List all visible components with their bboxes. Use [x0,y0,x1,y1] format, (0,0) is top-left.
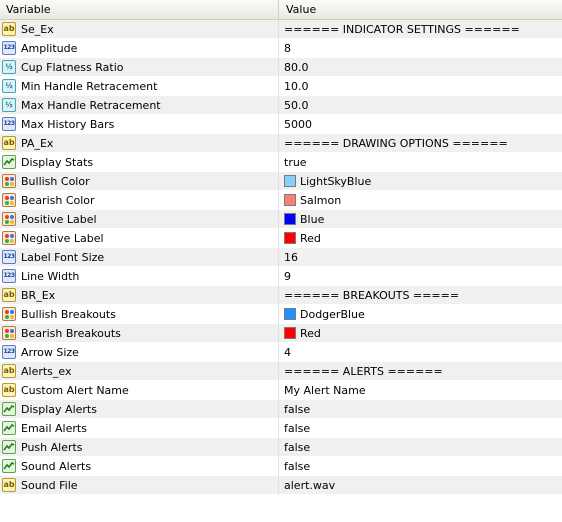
variable-cell[interactable] [0,438,279,457]
variable-label: Bullish Color [21,175,90,188]
table-row[interactable] [0,77,562,96]
variable-cell[interactable] [0,191,279,210]
variable-cell[interactable] [0,305,279,324]
value-cell[interactable] [280,286,562,305]
table-row[interactable] [0,438,562,457]
variable-label: PA_Ex [21,137,54,150]
string-type-icon: ab [2,478,16,492]
variable-label: Cup Flatness Ratio [21,61,124,74]
table-row[interactable] [0,324,562,343]
value-cell[interactable] [280,153,562,172]
boolean-type-icon [2,421,16,435]
table-row[interactable] [0,58,562,77]
color-swatch [284,194,296,206]
variable-cell[interactable] [0,153,279,172]
value-text: false [284,460,311,473]
double-type-icon: ½ [2,60,16,74]
value-text: ====== INDICATOR SETTINGS ====== [284,23,520,36]
variable-cell[interactable] [0,229,279,248]
variable-label: Min Handle Retracement [21,80,158,93]
table-row[interactable] [0,400,562,419]
variable-cell[interactable] [0,39,279,58]
table-row[interactable] [0,134,562,153]
color-type-icon [2,307,16,321]
value-text: false [284,441,311,454]
variable-label: Line Width [21,270,80,283]
integer-type-icon: 123 [2,345,16,359]
variable-label: Display Stats [21,156,94,169]
table-row[interactable] [0,267,562,286]
value-text: LightSkyBlue [300,175,372,188]
table-row[interactable] [0,172,562,191]
value-text: false [284,422,311,435]
table-row[interactable] [0,286,562,305]
variable-label: Arrow Size [21,346,79,359]
variable-cell[interactable] [0,248,279,267]
value-cell[interactable] [280,115,562,134]
value-text: 80.0 [284,61,309,74]
table-row[interactable] [0,457,562,476]
variable-label: Amplitude [21,42,78,55]
variable-label: Alerts_ex [21,365,72,378]
value-text: 16 [284,251,298,264]
value-text: DodgerBlue [300,308,365,321]
color-type-icon [2,326,16,340]
value-cell[interactable] [280,210,562,229]
value-text: alert.wav [284,479,336,492]
value-cell[interactable] [280,134,562,153]
variable-cell[interactable] [0,20,279,39]
variable-label: Display Alerts [21,403,97,416]
value-text: true [284,156,307,169]
value-text: ====== ALERTS ====== [284,365,443,378]
variable-label: Positive Label [21,213,97,226]
variable-cell[interactable] [0,115,279,134]
value-text: My Alert Name [284,384,366,397]
variable-cell[interactable] [0,210,279,229]
value-text: ====== BREAKOUTS ===== [284,289,460,302]
variable-cell[interactable] [0,58,279,77]
table-row[interactable] [0,210,562,229]
value-cell[interactable] [280,419,562,438]
color-swatch [284,213,296,225]
value-cell[interactable] [280,381,562,400]
variable-label: Bearish Breakouts [21,327,121,340]
string-type-icon: ab [2,383,16,397]
color-swatch [284,308,296,320]
variable-cell[interactable] [0,286,279,305]
value-cell[interactable] [280,172,562,191]
value-text: Red [300,232,321,245]
variable-cell[interactable] [0,77,279,96]
variable-cell[interactable] [0,267,279,286]
variable-cell[interactable] [0,419,279,438]
variable-cell[interactable] [0,457,279,476]
table-row[interactable] [0,115,562,134]
grid-rows [0,20,562,495]
value-cell[interactable] [280,39,562,58]
value-cell[interactable] [280,343,562,362]
table-row[interactable] [0,96,562,115]
table-row[interactable] [0,419,562,438]
variable-label: BR_Ex [21,289,56,302]
variable-label: Max History Bars [21,118,115,131]
color-type-icon [2,174,16,188]
value-cell[interactable] [280,58,562,77]
table-row[interactable] [0,191,562,210]
variable-cell[interactable] [0,343,279,362]
table-row[interactable] [0,229,562,248]
value-cell[interactable] [280,305,562,324]
value-text: Blue [300,213,325,226]
value-cell[interactable] [280,96,562,115]
string-type-icon: ab [2,136,16,150]
variable-label: Bearish Color [21,194,95,207]
color-swatch [284,175,296,187]
value-cell[interactable] [280,362,562,381]
table-row[interactable] [0,39,562,58]
string-type-icon: ab [2,364,16,378]
boolean-type-icon [2,440,16,454]
color-type-icon [2,231,16,245]
variable-cell[interactable] [0,134,279,153]
variable-label: Label Font Size [21,251,105,264]
table-row[interactable] [0,343,562,362]
variable-label: Push Alerts [21,441,83,454]
integer-type-icon: 123 [2,41,16,55]
column-header-variable[interactable]: Variable [0,0,279,19]
value-cell[interactable] [280,438,562,457]
variable-label: Negative Label [21,232,104,245]
double-type-icon: ½ [2,98,16,112]
variable-label: Bullish Breakouts [21,308,116,321]
table-row[interactable] [0,362,562,381]
table-row[interactable] [0,153,562,172]
value-text: 5000 [284,118,312,131]
color-swatch [284,327,296,339]
value-text: ====== DRAWING OPTIONS ====== [284,137,508,150]
value-text: 8 [284,42,291,55]
string-type-icon: ab [2,22,16,36]
variable-label: Email Alerts [21,422,87,435]
integer-type-icon: 123 [2,269,16,283]
color-type-icon [2,212,16,226]
double-type-icon: ½ [2,79,16,93]
value-cell[interactable] [280,191,562,210]
string-type-icon: ab [2,288,16,302]
variable-label: Sound File [21,479,78,492]
variable-cell[interactable] [0,172,279,191]
value-cell[interactable] [280,77,562,96]
grid-header [0,0,562,20]
table-row[interactable] [0,248,562,267]
variable-cell[interactable] [0,362,279,381]
column-header-value[interactable]: Value [286,3,317,16]
value-text: 9 [284,270,291,283]
color-type-icon [2,193,16,207]
table-row[interactable] [0,20,562,39]
value-cell[interactable] [280,267,562,286]
value-text: 4 [284,346,291,359]
value-cell[interactable] [280,248,562,267]
table-row[interactable] [0,381,562,400]
integer-type-icon: 123 [2,117,16,131]
value-text: 10.0 [284,80,309,93]
color-swatch [284,232,296,244]
variable-cell[interactable] [0,400,279,419]
table-row[interactable] [0,305,562,324]
boolean-type-icon [2,459,16,473]
boolean-type-icon [2,155,16,169]
integer-type-icon: 123 [2,250,16,264]
variable-cell[interactable] [0,324,279,343]
value-cell[interactable] [280,229,562,248]
value-text: false [284,403,311,416]
value-text: Salmon [300,194,342,207]
variable-label: Sound Alerts [21,460,92,473]
variable-label: Custom Alert Name [21,384,129,397]
value-cell[interactable] [280,324,562,343]
variable-cell[interactable] [0,476,279,495]
value-text: 50.0 [284,99,309,112]
variable-label: Se_Ex [21,23,54,36]
variable-cell[interactable] [0,381,279,400]
value-cell[interactable] [280,476,562,495]
variable-cell[interactable] [0,96,279,115]
variable-label: Max Handle Retracement [21,99,161,112]
table-row[interactable] [0,476,562,495]
boolean-type-icon [2,402,16,416]
value-cell[interactable] [280,457,562,476]
value-cell[interactable] [280,400,562,419]
value-text: Red [300,327,321,340]
value-cell[interactable] [280,20,562,39]
